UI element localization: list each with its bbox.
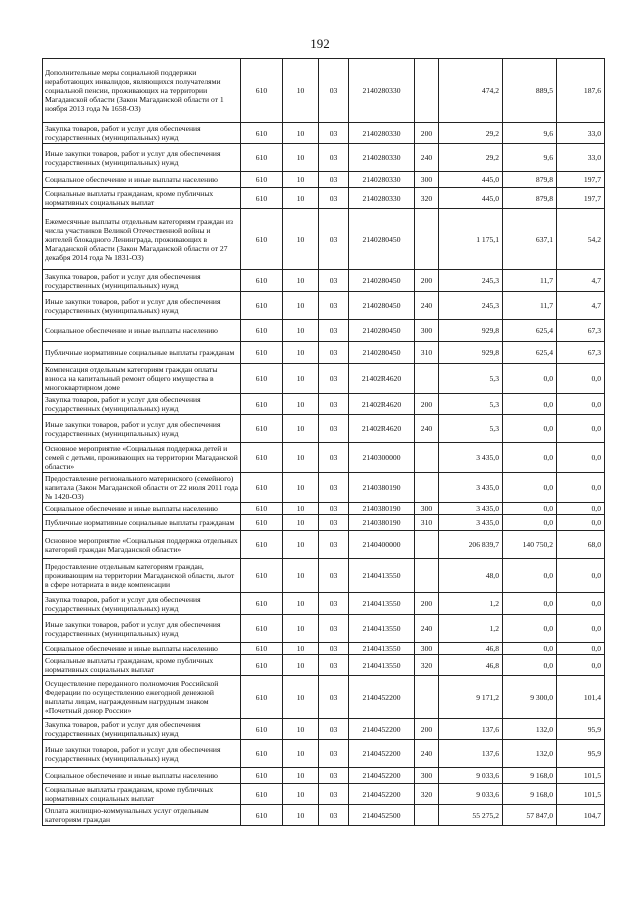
row-expense-type: 200 (415, 593, 439, 615)
row-value-2: 637,1 (503, 209, 557, 270)
row-target-article: 2140452500 (349, 805, 415, 826)
row-name: Закупка товаров, работ и услуг для обеспечения государственных (муниципальных) нужд (43, 719, 241, 740)
row-value-1: 46,8 (439, 655, 503, 676)
row-name: Оплата жилищно-коммунальных услуг отдельным категориям граждан (43, 805, 241, 826)
row-target-article: 21402R4620 (349, 394, 415, 415)
row-subsection: 03 (319, 320, 349, 342)
row-expense-type: 240 (415, 144, 439, 172)
row-value-2: 0,0 (503, 443, 557, 473)
row-percent: 33,0 (557, 144, 605, 172)
row-grbs: 610 (241, 209, 283, 270)
row-value-1: 474,2 (439, 59, 503, 123)
row-percent: 95,9 (557, 740, 605, 768)
row-percent: 0,0 (557, 515, 605, 531)
row-value-2: 879,8 (503, 188, 557, 209)
row-name: Предоставление отдельным категориям граждан, проживающим на территории Магаданской области, льгот в сфере нотариата в виде компенсации (43, 559, 241, 593)
row-expense-type: 200 (415, 719, 439, 740)
row-expense-type: 200 (415, 394, 439, 415)
row-expense-type: 300 (415, 768, 439, 784)
row-grbs: 610 (241, 342, 283, 364)
table-row (43, 209, 605, 270)
row-value-1: 206 839,7 (439, 531, 503, 559)
row-section: 10 (283, 364, 319, 394)
row-grbs: 610 (241, 615, 283, 643)
page-number: 192 (310, 36, 330, 51)
row-subsection: 03 (319, 59, 349, 123)
row-value-2: 9,6 (503, 144, 557, 172)
table-row (43, 270, 605, 292)
row-percent: 0,0 (557, 559, 605, 593)
row-value-2: 9,6 (503, 123, 557, 144)
table-body (43, 59, 605, 826)
row-name: Социальные выплаты гражданам, кроме публичных нормативных социальных выплат (43, 188, 241, 209)
row-subsection: 03 (319, 805, 349, 826)
row-percent: 0,0 (557, 443, 605, 473)
row-section: 10 (283, 643, 319, 655)
row-target-article: 2140380190 (349, 503, 415, 515)
row-percent: 197,7 (557, 188, 605, 209)
row-name: Ежемесячные выплаты отдельным категориям граждан из числа участников Великой Отечественной войны и жителей блокадного Ленинграда, проживающих в Магаданской области (Закон Магаданской области от 27 декабря 2014 года № 1831-ОЗ) (43, 209, 241, 270)
row-expense-type: 320 (415, 188, 439, 209)
row-subsection: 03 (319, 473, 349, 503)
row-name: Публичные нормативные социальные выплаты гражданам (43, 342, 241, 364)
table-row (43, 320, 605, 342)
row-percent: 187,6 (557, 59, 605, 123)
row-value-1: 3 435,0 (439, 503, 503, 515)
row-value-2: 879,8 (503, 172, 557, 188)
row-name: Иные закупки товаров, работ и услуг для обеспечения государственных (муниципальных) нужд (43, 740, 241, 768)
row-value-1: 29,2 (439, 144, 503, 172)
row-expense-type (415, 805, 439, 826)
row-expense-type: 320 (415, 655, 439, 676)
row-section: 10 (283, 559, 319, 593)
row-value-2: 9 168,0 (503, 768, 557, 784)
row-name: Социальное обеспечение и иные выплаты населению (43, 768, 241, 784)
table-row (43, 768, 605, 784)
row-grbs: 610 (241, 784, 283, 805)
row-target-article: 2140280450 (349, 270, 415, 292)
table-row (43, 342, 605, 364)
row-target-article: 2140452200 (349, 719, 415, 740)
row-subsection: 03 (319, 784, 349, 805)
row-value-2: 0,0 (503, 655, 557, 676)
row-section: 10 (283, 415, 319, 443)
row-value-1: 29,2 (439, 123, 503, 144)
row-expense-type: 300 (415, 320, 439, 342)
row-name: Социальное обеспечение и иные выплаты населению (43, 172, 241, 188)
row-percent: 104,7 (557, 805, 605, 826)
row-value-1: 137,6 (439, 740, 503, 768)
row-expense-type: 320 (415, 784, 439, 805)
table-row (43, 655, 605, 676)
row-target-article: 2140400000 (349, 531, 415, 559)
row-grbs: 610 (241, 503, 283, 515)
row-value-2: 11,7 (503, 292, 557, 320)
row-grbs: 610 (241, 292, 283, 320)
row-percent: 95,9 (557, 719, 605, 740)
row-subsection: 03 (319, 443, 349, 473)
row-value-2: 0,0 (503, 473, 557, 503)
row-grbs: 610 (241, 270, 283, 292)
row-section: 10 (283, 615, 319, 643)
table-row (43, 719, 605, 740)
row-subsection: 03 (319, 342, 349, 364)
row-subsection: 03 (319, 364, 349, 394)
row-value-2: 9 168,0 (503, 784, 557, 805)
row-percent: 67,3 (557, 342, 605, 364)
row-target-article: 2140280330 (349, 123, 415, 144)
row-target-article: 2140452200 (349, 676, 415, 719)
row-grbs: 610 (241, 531, 283, 559)
row-subsection: 03 (319, 531, 349, 559)
row-section: 10 (283, 172, 319, 188)
row-subsection: 03 (319, 643, 349, 655)
row-subsection: 03 (319, 415, 349, 443)
row-percent: 197,7 (557, 172, 605, 188)
row-value-1: 245,3 (439, 292, 503, 320)
row-section: 10 (283, 123, 319, 144)
row-name: Осуществление переданного полномочия Российской Федерации по осуществлению ежегодной денежной выплаты лицам, награжденным нагрудным знаком «Почетный донор России» (43, 676, 241, 719)
row-percent: 101,4 (557, 676, 605, 719)
row-grbs: 610 (241, 515, 283, 531)
row-value-1: 9 033,6 (439, 784, 503, 805)
row-value-2: 132,0 (503, 740, 557, 768)
row-expense-type: 240 (415, 615, 439, 643)
row-expense-type: 200 (415, 123, 439, 144)
row-subsection: 03 (319, 615, 349, 643)
row-subsection: 03 (319, 123, 349, 144)
row-grbs: 610 (241, 676, 283, 719)
row-name: Социальное обеспечение и иные выплаты населению (43, 643, 241, 655)
row-grbs: 610 (241, 188, 283, 209)
row-expense-type (415, 59, 439, 123)
row-section: 10 (283, 144, 319, 172)
row-grbs: 610 (241, 768, 283, 784)
row-expense-type: 310 (415, 342, 439, 364)
row-section: 10 (283, 593, 319, 615)
row-subsection: 03 (319, 655, 349, 676)
row-name: Иные закупки товаров, работ и услуг для обеспечения государственных (муниципальных) нужд (43, 615, 241, 643)
row-section: 10 (283, 443, 319, 473)
row-percent: 101,5 (557, 784, 605, 805)
row-value-2: 0,0 (503, 515, 557, 531)
row-value-1: 9 171,2 (439, 676, 503, 719)
table-row (43, 503, 605, 515)
row-value-2: 625,4 (503, 342, 557, 364)
row-section: 10 (283, 320, 319, 342)
row-section: 10 (283, 768, 319, 784)
row-grbs: 610 (241, 655, 283, 676)
row-percent: 4,7 (557, 292, 605, 320)
row-target-article: 2140380190 (349, 515, 415, 531)
row-value-1: 929,8 (439, 320, 503, 342)
row-target-article: 2140452200 (349, 784, 415, 805)
row-grbs: 610 (241, 740, 283, 768)
table-row (43, 394, 605, 415)
table-row (43, 676, 605, 719)
row-value-1: 9 033,6 (439, 768, 503, 784)
row-percent: 68,0 (557, 531, 605, 559)
row-section: 10 (283, 270, 319, 292)
table-row (43, 188, 605, 209)
row-value-2: 0,0 (503, 415, 557, 443)
row-section: 10 (283, 188, 319, 209)
table-row (43, 784, 605, 805)
row-value-1: 3 435,0 (439, 443, 503, 473)
row-subsection: 03 (319, 559, 349, 593)
row-subsection: 03 (319, 270, 349, 292)
row-grbs: 610 (241, 394, 283, 415)
row-name: Дополнительные меры социальной поддержки неработающих инвалидов, являющихся получателями социальной пенсии, проживающих на территории Магаданской области (Закон Магаданской области от 1 ноября 2013 года № 1658-ОЗ) (43, 59, 241, 123)
row-name: Социальные выплаты гражданам, кроме публичных нормативных социальных выплат (43, 784, 241, 805)
row-target-article: 2140280450 (349, 209, 415, 270)
row-name: Социальное обеспечение и иные выплаты населению (43, 320, 241, 342)
row-value-1: 5,3 (439, 364, 503, 394)
row-name: Иные закупки товаров, работ и услуг для обеспечения государственных (муниципальных) нужд (43, 144, 241, 172)
row-percent: 0,0 (557, 593, 605, 615)
row-value-2: 625,4 (503, 320, 557, 342)
row-percent: 0,0 (557, 655, 605, 676)
row-section: 10 (283, 342, 319, 364)
row-target-article: 2140280330 (349, 172, 415, 188)
row-grbs: 610 (241, 123, 283, 144)
row-value-1: 1 175,1 (439, 209, 503, 270)
row-expense-type: 240 (415, 740, 439, 768)
row-value-1: 1,2 (439, 593, 503, 615)
row-subsection: 03 (319, 593, 349, 615)
row-subsection: 03 (319, 394, 349, 415)
row-grbs: 610 (241, 593, 283, 615)
row-grbs: 610 (241, 805, 283, 826)
row-target-article: 2140452200 (349, 740, 415, 768)
row-name: Иные закупки товаров, работ и услуг для обеспечения государственных (муниципальных) нужд (43, 292, 241, 320)
table-row (43, 559, 605, 593)
row-target-article: 2140413550 (349, 655, 415, 676)
row-value-1: 48,0 (439, 559, 503, 593)
row-section: 10 (283, 473, 319, 503)
row-subsection: 03 (319, 188, 349, 209)
row-value-1: 1,2 (439, 615, 503, 643)
row-section: 10 (283, 209, 319, 270)
table-row (43, 144, 605, 172)
row-grbs: 610 (241, 719, 283, 740)
table-row (43, 415, 605, 443)
table-row (43, 59, 605, 123)
row-name: Компенсация отдельным категориям граждан оплаты взноса на капитальный ремонт общего имущества в многоквартирном доме (43, 364, 241, 394)
row-percent: 0,0 (557, 473, 605, 503)
row-percent: 0,0 (557, 615, 605, 643)
table-row (43, 364, 605, 394)
row-grbs: 610 (241, 643, 283, 655)
row-section: 10 (283, 784, 319, 805)
row-expense-type (415, 364, 439, 394)
row-value-2: 0,0 (503, 593, 557, 615)
row-percent: 54,2 (557, 209, 605, 270)
row-subsection: 03 (319, 768, 349, 784)
row-value-1: 137,6 (439, 719, 503, 740)
row-grbs: 610 (241, 559, 283, 593)
table-row (43, 740, 605, 768)
row-value-1: 46,8 (439, 643, 503, 655)
row-subsection: 03 (319, 172, 349, 188)
table-row (43, 473, 605, 503)
row-subsection: 03 (319, 144, 349, 172)
row-target-article: 2140413550 (349, 593, 415, 615)
row-expense-type: 300 (415, 503, 439, 515)
row-value-2: 0,0 (503, 559, 557, 593)
row-section: 10 (283, 59, 319, 123)
row-expense-type: 200 (415, 270, 439, 292)
row-grbs: 610 (241, 364, 283, 394)
row-subsection: 03 (319, 209, 349, 270)
row-target-article: 2140413550 (349, 559, 415, 593)
row-value-2: 0,0 (503, 394, 557, 415)
row-value-1: 3 435,0 (439, 515, 503, 531)
row-percent: 67,3 (557, 320, 605, 342)
table-row (43, 515, 605, 531)
row-grbs: 610 (241, 172, 283, 188)
row-section: 10 (283, 805, 319, 826)
row-target-article: 21402R4620 (349, 364, 415, 394)
row-section: 10 (283, 394, 319, 415)
row-subsection: 03 (319, 676, 349, 719)
row-value-2: 140 750,2 (503, 531, 557, 559)
row-name: Публичные нормативные социальные выплаты гражданам (43, 515, 241, 531)
row-section: 10 (283, 503, 319, 515)
row-name: Закупка товаров, работ и услуг для обеспечения государственных (муниципальных) нужд (43, 123, 241, 144)
row-value-2: 0,0 (503, 364, 557, 394)
row-value-2: 889,5 (503, 59, 557, 123)
row-expense-type (415, 473, 439, 503)
row-name: Социальные выплаты гражданам, кроме публичных нормативных социальных выплат (43, 655, 241, 676)
table-row (43, 292, 605, 320)
row-percent: 101,5 (557, 768, 605, 784)
row-value-2: 0,0 (503, 643, 557, 655)
row-target-article: 2140413550 (349, 643, 415, 655)
row-target-article: 2140280450 (349, 342, 415, 364)
table-row (43, 643, 605, 655)
row-grbs: 610 (241, 415, 283, 443)
row-percent: 33,0 (557, 123, 605, 144)
row-grbs: 610 (241, 144, 283, 172)
row-name: Предоставление регионального материнского (семейного) капитала (Закон Магаданской области от 22 июля 2011 года № 1420-ОЗ) (43, 473, 241, 503)
row-value-2: 9 300,0 (503, 676, 557, 719)
row-expense-type: 240 (415, 415, 439, 443)
row-value-1: 929,8 (439, 342, 503, 364)
row-target-article: 21402R4620 (349, 415, 415, 443)
row-section: 10 (283, 740, 319, 768)
row-section: 10 (283, 292, 319, 320)
row-value-1: 55 275,2 (439, 805, 503, 826)
row-grbs: 610 (241, 59, 283, 123)
row-section: 10 (283, 655, 319, 676)
row-subsection: 03 (319, 292, 349, 320)
row-value-2: 57 847,0 (503, 805, 557, 826)
table-row (43, 615, 605, 643)
row-name: Закупка товаров, работ и услуг для обеспечения государственных (муниципальных) нужд (43, 394, 241, 415)
row-target-article: 2140452200 (349, 768, 415, 784)
row-name: Основное мероприятие «Социальная поддержка отдельных категорий граждан Магаданской области» (43, 531, 241, 559)
row-name: Основное мероприятие «Социальная поддержка детей и семей с детьми, проживающих на территории Магаданской области» (43, 443, 241, 473)
row-target-article: 2140413550 (349, 615, 415, 643)
table-row (43, 443, 605, 473)
row-section: 10 (283, 676, 319, 719)
row-name: Иные закупки товаров, работ и услуг для обеспечения государственных (муниципальных) нужд (43, 415, 241, 443)
row-expense-type (415, 676, 439, 719)
row-value-1: 5,3 (439, 394, 503, 415)
table-row (43, 172, 605, 188)
row-expense-type: 300 (415, 172, 439, 188)
row-value-1: 245,3 (439, 270, 503, 292)
row-expense-type (415, 443, 439, 473)
row-percent: 0,0 (557, 503, 605, 515)
row-name: Закупка товаров, работ и услуг для обеспечения государственных (муниципальных) нужд (43, 270, 241, 292)
row-value-1: 5,3 (439, 415, 503, 443)
row-expense-type (415, 559, 439, 593)
row-expense-type: 300 (415, 643, 439, 655)
table-row (43, 805, 605, 826)
row-expense-type (415, 531, 439, 559)
row-percent: 0,0 (557, 415, 605, 443)
row-subsection: 03 (319, 515, 349, 531)
row-subsection: 03 (319, 740, 349, 768)
row-target-article: 2140300000 (349, 443, 415, 473)
row-name: Закупка товаров, работ и услуг для обеспечения государственных (муниципальных) нужд (43, 593, 241, 615)
table-row (43, 531, 605, 559)
row-value-2: 11,7 (503, 270, 557, 292)
row-subsection: 03 (319, 503, 349, 515)
row-target-article: 2140280330 (349, 188, 415, 209)
row-grbs: 610 (241, 320, 283, 342)
row-expense-type (415, 209, 439, 270)
row-expense-type: 310 (415, 515, 439, 531)
row-value-1: 445,0 (439, 172, 503, 188)
row-percent: 0,0 (557, 394, 605, 415)
row-section: 10 (283, 719, 319, 740)
row-grbs: 610 (241, 443, 283, 473)
row-grbs: 610 (241, 473, 283, 503)
row-value-2: 0,0 (503, 503, 557, 515)
row-value-2: 132,0 (503, 719, 557, 740)
table-row (43, 123, 605, 144)
row-value-1: 3 435,0 (439, 473, 503, 503)
row-value-1: 445,0 (439, 188, 503, 209)
row-section: 10 (283, 515, 319, 531)
row-subsection: 03 (319, 719, 349, 740)
row-expense-type: 240 (415, 292, 439, 320)
row-percent: 4,7 (557, 270, 605, 292)
row-percent: 0,0 (557, 643, 605, 655)
row-target-article: 2140280450 (349, 292, 415, 320)
row-section: 10 (283, 531, 319, 559)
row-name: Социальное обеспечение и иные выплаты населению (43, 503, 241, 515)
row-target-article: 2140280330 (349, 59, 415, 123)
table-row (43, 593, 605, 615)
row-target-article: 2140380190 (349, 473, 415, 503)
budget-table (42, 58, 605, 826)
row-target-article: 2140280330 (349, 144, 415, 172)
row-percent: 0,0 (557, 364, 605, 394)
row-target-article: 2140280450 (349, 320, 415, 342)
row-value-2: 0,0 (503, 615, 557, 643)
